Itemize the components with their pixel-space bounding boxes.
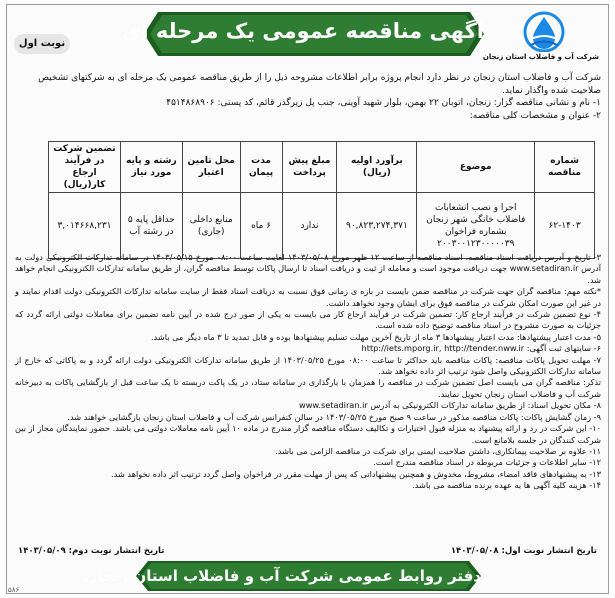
col-subject: موضوع bbox=[417, 142, 535, 193]
title-banner bbox=[122, 10, 484, 58]
intro-item-1: ۱- نام و نشانی مناقصه گزار: زنجان، اتوبان ۲۲ بهمن، بلوار شهید آوینی، جنب پل زیرگذر قائم، کد پستی: ۴۵۱۴۸۶۸۹۰۶ bbox=[166, 98, 601, 108]
cell-estimate: ۹۰,۸۲۳,۲۷۴,۳۷۱ bbox=[337, 193, 417, 259]
clause-9: ۹- زمان گشایش پاکات: پاکات مناقصه مذکور در ساعت ۹ صبح مورخ ۱۴۰۳/۰۵/۲۵ در سالن کنفرانس شرکت آب و فاضلاب استان زنجان بازگشایی خواهند شد. bbox=[67, 411, 601, 422]
notice-header bbox=[6, 4, 609, 68]
first-publication-date: تاریخ انتشار نوبت اول: ۱۴۰۳/۰۵/۰۸ bbox=[450, 546, 597, 556]
clause-8: ۸- مکان تحویل اسناد: از طریق سامانه تدارکات الکترونیکی به آدرس www.setadiran.ir bbox=[299, 400, 601, 411]
clause-3: ۳- تاریخ و آدرس دریافت اسناد مناقصه، اسناد مناقصه از ساعت ۱۲ ظهر مورخ ۱۴۰۳/۰۵/۰۸ لغایت ساعت ۰۸:۰۰ مورخ ۱۴۰۳/۰۵/۱۵ در سامانه تدارکات الکترونیکی دولت به آدرس www.setadiran.ir جهت دریافت موجود است و معامله از ثبت و دریافت اسناد تا ارسال پاکات توسط مناقصه گران، از طریق سامانه تدارکات الکترونیکی انجام خواهد شد. bbox=[15, 252, 601, 285]
cell-number: ۶۲-۱۴۰۳ bbox=[535, 193, 595, 259]
cell-subject: اجرا و نصب انشعابات فاضلاب خانگی شهر زنجان بشماره فراخوان ۲۰۰۳۰۰۱۲۳۰۰۰۰۰۳۹ bbox=[417, 193, 535, 259]
table-header-row bbox=[49, 142, 595, 193]
notice-title: آگهی مناقصه عمومی یک مرحله ای bbox=[122, 19, 484, 43]
col-number: شماره مناقصه bbox=[535, 142, 595, 193]
clause-6: ۶- سایتهای ثبت آگهی: http://iets.mporg.ir, http://tender.nww.ir bbox=[361, 343, 601, 354]
round-badge: نوبت اول bbox=[14, 34, 70, 54]
table-row bbox=[49, 193, 595, 259]
cell-duration: ۶ ماه bbox=[240, 193, 282, 259]
intro-section bbox=[15, 72, 601, 122]
clause-11: ۱۱- علاوه بر صلاحیت پیمانکاری، داشتن صلاحیت ایمنی برای شرکت در مناقصه الزامی می باشد. bbox=[275, 445, 601, 456]
second-publication-date: تاریخ انتشار نوبت دوم: ۱۴۰۳/۰۵/۰۹ bbox=[18, 546, 165, 556]
cell-prepayment: ندارد bbox=[282, 193, 337, 259]
tender-table bbox=[48, 141, 595, 259]
clause-5: ۵- مدت اعتبار پیشنهادها: مدت اعتبار پیشنهادها ۳ ماه از تاریخ آخرین مهلت تسلیم پیشنهادها بوده و قابل تمدید تا ۳ ماه دیگر می باشد. bbox=[150, 331, 601, 342]
cell-funding: منابع داخلی (جاری) bbox=[182, 193, 240, 259]
logo-caption: شرکت آب و فاضلاب استان زنجان bbox=[482, 53, 599, 61]
intro-paragraph: شرکت آب و فاضلاب استان زنجان در نظر دارد انجام پروژه برابر اطلاعات مشروحه ذیل را از طریق مناقصه عمومی یک مرحله ای به شرکتهای تشخیص صلاحیت شده واگذار نماید. bbox=[38, 73, 601, 96]
reminder-note: تذکر: مناقصه گران می بایست اصل تضمین شرکت در مناقصه را همزمان با بارگذاری در سامانه ستاد، در یک پاکت دربسته تا یک ساعت قبل از بازگشایی پاکات به دبیرخانه شرکت آب و فاضلاب استان زنجان تحویل نمایند. bbox=[15, 377, 601, 399]
clause-4: ۴- نوع تضمین شرکت در فرآیند ارجاع کار: تضمین شرکت در فرآیند ارجاع کار می بایست به یکی از صور درج شده در آیین نامه تضمین برای معاملات دولتی ارائه گردد که جزئیات به صورت مشروح در اسناد مناقصه توضیح داده شده است. bbox=[15, 309, 601, 331]
clause-14: ۱۴- هزینه کلیه آگهی ها به عهده برنده مناقصه می باشد. bbox=[412, 480, 601, 491]
water-drop-logo-icon bbox=[515, 10, 573, 52]
col-funding: محل تامین اعتبار bbox=[182, 142, 240, 193]
clause-12: ۱۲- سایر اطلاعات و جزئیات مربوطه در اسناد مناقصه مندرج است. bbox=[373, 457, 601, 468]
company-logo bbox=[482, 10, 599, 68]
cell-grade: حداقل پایه ۵ در رشته آب bbox=[120, 193, 182, 259]
cell-guarantee: ۳,۰۱۴۶۶۸,۲۳۱ bbox=[49, 193, 121, 259]
col-estimate: برآورد اولیه (ریال) bbox=[337, 142, 417, 193]
footer-banner bbox=[84, 560, 481, 592]
notice-body bbox=[15, 252, 601, 492]
important-note: *نکته مهم: مناقصه گران جهت شرکت در مناقصه ضمن بایست در بازه ی زمانی فوق نسبت به دریافت اسناد فقط از سایت سامانه تدارکات الکترونیکی دولت اقدام نمایند و در غیر این صورت امکان شرکت در مناقصه فوق برای ایشان وجود نخواهد داشت. bbox=[15, 286, 601, 308]
col-guarantee: تضمین شرکت در فرآیند ارجاع کار(ریال) bbox=[49, 142, 121, 193]
notice-footer bbox=[6, 546, 609, 594]
page-number: ۵۸۶ bbox=[8, 586, 20, 594]
clause-7: ۷- مهلت تحویل پاکات مناقصه: پاکات مناقصه باید حداکثر تا ساعت ۰۸:۰۰ مورخ ۱۴۰۳/۰۵/۲۵ از طریق سامانه تدارکات الکترونیکی دولت ارائه گردد و به پاکاتی که خارج از سامانه تدارکات الکترونیکی واصل شود ترتیب اثر داده نخواهد شد. bbox=[15, 354, 601, 377]
clause-13: ۱۳- به پیشنهادهای فاقد امضاء، مشروط، مخدوش و همچنین پیشنهاداتی که پس از مهلت مقرر در فراخوان واصل گردد ترتیب اثر داده نخواهد شد. bbox=[111, 468, 601, 479]
col-grade: رشته و پایه مورد نیاز bbox=[120, 142, 182, 193]
intro-item-2: ۲- عنوان و مشخصات کلی مناقصه: bbox=[469, 110, 601, 121]
public-relations-office: دفتر روابط عمومی شرکت آب و فاضلاب استان زنجان bbox=[84, 567, 481, 585]
col-duration: مدت پیمان bbox=[240, 142, 282, 193]
col-prepayment: مبلغ پیش پرداخت bbox=[282, 142, 337, 193]
clause-10: ۱۰- این شرکت در رد و ارائه پیشنهاد به منزله قبول اختیارات و تکالیف دستگاه مناقصه گزار مندرج در ماده ۱۰ آیین نامه معاملات دولتی می باشد. حضور نمایندگان مجاز از بین شرکت کنندگان در جلسه بلامانع است. bbox=[15, 423, 601, 445]
